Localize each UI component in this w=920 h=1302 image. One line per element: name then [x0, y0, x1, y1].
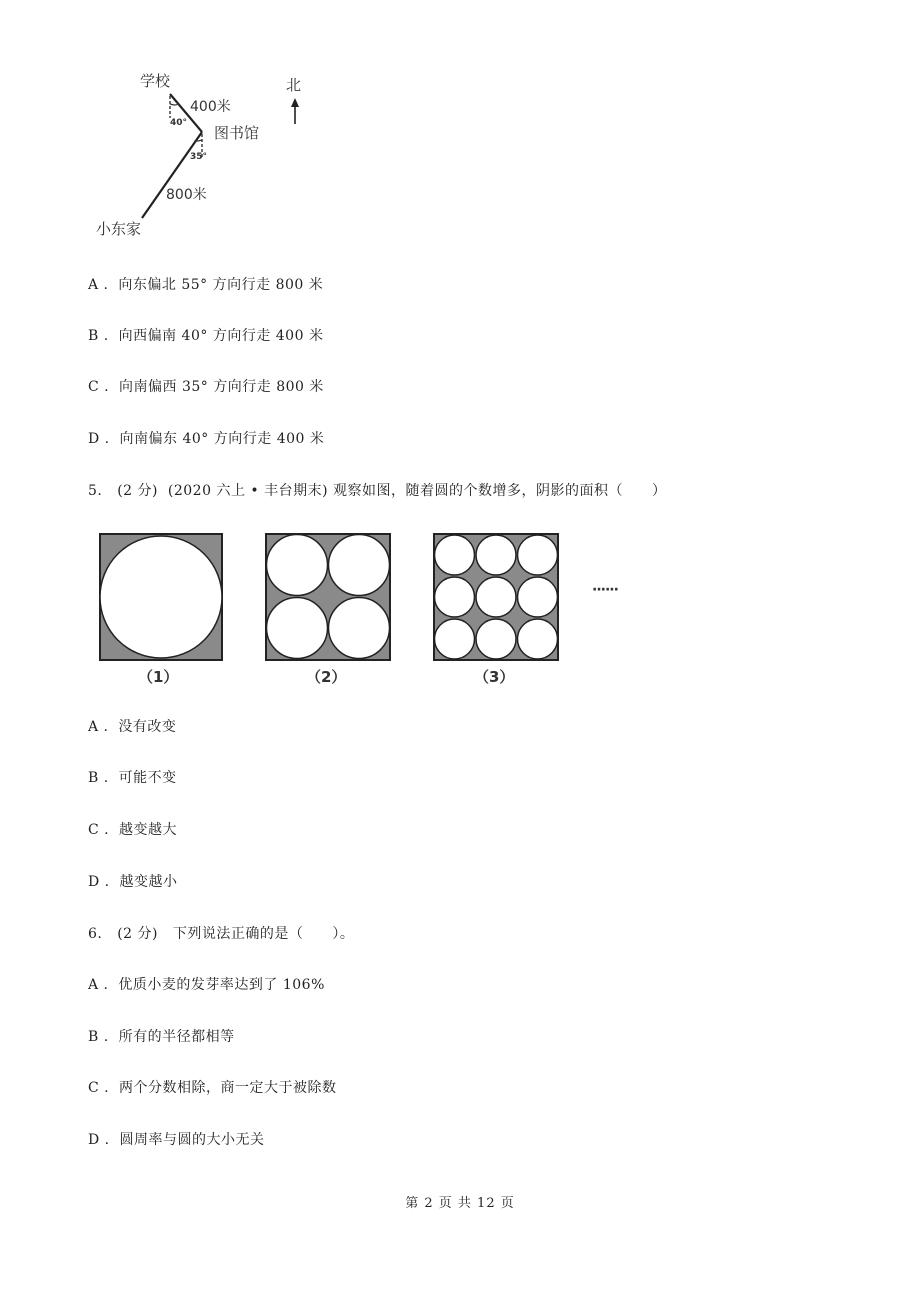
option-letter: B . [88, 770, 109, 786]
circle-3 [435, 577, 475, 617]
option-text: 圆周率与圆的大小无关 [119, 1132, 265, 1148]
circle-2 [329, 535, 390, 596]
option-text: 可能不变 [118, 770, 177, 786]
question-number: 6. [88, 926, 103, 942]
q6-option-b[interactable] [88, 1026, 235, 1046]
q5-option-d[interactable] [88, 871, 178, 891]
question-5 [88, 480, 667, 500]
option-text: 向南偏西 35° 方向行走 800 米 [119, 379, 324, 395]
option-letter: B . [88, 1029, 109, 1045]
circle-1 [100, 536, 222, 658]
q6-option-d[interactable] [88, 1129, 265, 1149]
option-letter: D . [88, 1132, 110, 1148]
option-text: 优质小麦的发芽率达到了 106% [118, 977, 325, 993]
path-library-home [142, 132, 202, 218]
circle-3 [476, 535, 516, 575]
q4-option-c[interactable] [88, 376, 324, 396]
q5-option-a[interactable] [88, 716, 176, 736]
question-number: 5. [88, 483, 103, 499]
option-text: 两个分数相除，商一定大于被除数 [119, 1080, 337, 1096]
circle-3 [518, 619, 558, 659]
label-dist-800: 800米 [166, 187, 207, 203]
option-text: 所有的半径都相等 [118, 1029, 235, 1045]
option-letter: A . [88, 719, 109, 735]
q5-option-c[interactable] [88, 819, 177, 839]
option-letter: D . [88, 431, 110, 447]
label-dist-400: 400米 [190, 99, 231, 115]
question-source: (2020 六上 • 丰台期末) [167, 483, 329, 499]
option-letter: C . [88, 822, 110, 838]
circles-figure [96, 530, 656, 690]
circles-drawing [96, 530, 656, 690]
circle-3 [518, 577, 558, 617]
q5-option-b[interactable] [88, 767, 177, 787]
page-footer: 第 2 页 共 12 页 [405, 1196, 515, 1211]
q6-option-c[interactable] [88, 1077, 337, 1097]
north-arrow-icon [291, 98, 299, 107]
question-text: 下列说法正确的是（ ）。 [172, 926, 355, 942]
label-angle-35: 35° [190, 152, 208, 162]
figure-label-2: （2） [306, 668, 347, 686]
question-6 [88, 923, 354, 943]
option-letter: A . [88, 977, 109, 993]
option-letter: A . [88, 277, 109, 293]
q4-option-d[interactable] [88, 428, 324, 448]
direction-map-figure [90, 60, 320, 245]
option-letter: B . [88, 328, 109, 344]
circle-3 [518, 535, 558, 575]
figure-label-1: （1） [138, 668, 179, 686]
circle-3 [476, 577, 516, 617]
question-text: 观察如图，随着圆的个数增多，阴影的面积（ ） [333, 483, 667, 499]
circle-2 [267, 598, 328, 659]
option-letter: C . [88, 379, 110, 395]
q6-option-a[interactable] [88, 974, 325, 994]
angle-arc-1 [170, 104, 178, 105]
option-text: 越变越大 [119, 822, 178, 838]
q4-option-a[interactable] [88, 274, 323, 294]
label-home: 小东家 [96, 220, 142, 238]
question-score: (2 分) [117, 926, 158, 942]
option-letter: D . [88, 874, 110, 890]
q4-option-b[interactable] [88, 325, 323, 345]
circle-3 [476, 619, 516, 659]
option-text: 向南偏东 40° 方向行走 400 米 [119, 431, 325, 447]
circle-2 [329, 598, 390, 659]
circle-3 [435, 619, 475, 659]
label-angle-40: 40° [170, 118, 188, 128]
label-school: 学校 [140, 72, 171, 90]
option-text: 向东偏北 55° 方向行走 800 米 [118, 277, 324, 293]
option-text: 越变越小 [119, 874, 178, 890]
circle-2 [267, 535, 328, 596]
circle-3 [435, 535, 475, 575]
figure-label-3: （3） [474, 668, 515, 686]
option-text: 没有改变 [118, 719, 177, 735]
label-library: 图书馆 [214, 124, 260, 142]
option-text: 向西偏南 40° 方向行走 400 米 [118, 328, 324, 344]
figure-ellipsis: ······ [592, 582, 618, 598]
option-letter: C . [88, 1080, 110, 1096]
label-north: 北 [286, 76, 302, 94]
question-score: (2 分) [117, 483, 158, 499]
